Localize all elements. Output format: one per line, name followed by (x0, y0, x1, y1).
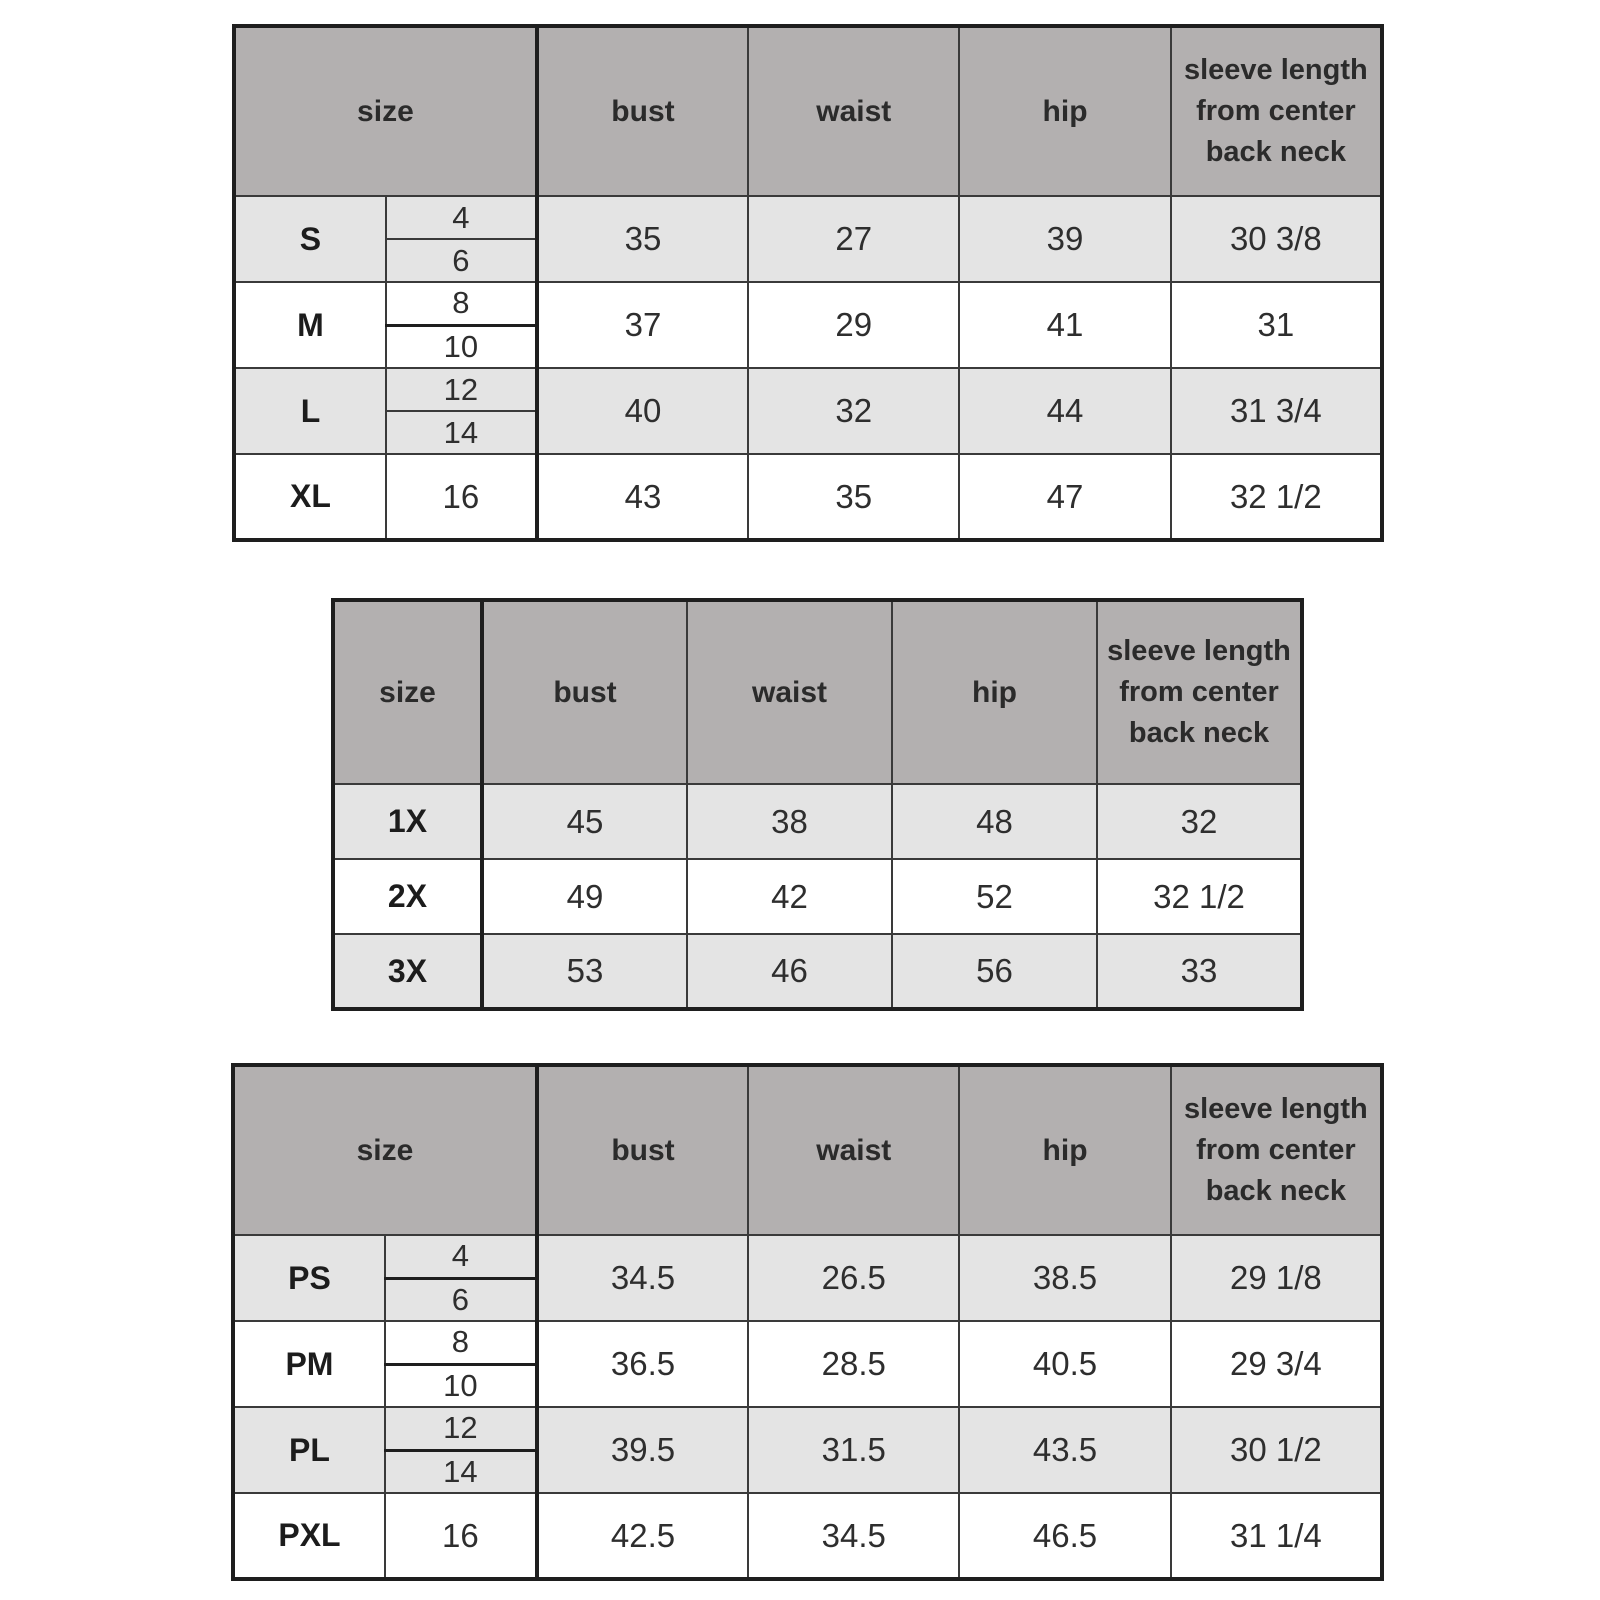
sleeve-value: 31 (1171, 282, 1382, 368)
waist-value: 26.5 (748, 1235, 959, 1321)
header-size: size (233, 1065, 537, 1235)
size-label: 2X (333, 859, 482, 934)
bust-value: 37 (537, 282, 748, 368)
sleeve-value: 30 3/8 (1171, 196, 1382, 282)
table-row (333, 859, 1302, 934)
size-label: PM (233, 1321, 385, 1407)
hip-value: 48 (892, 784, 1097, 859)
header-waist: waist (687, 600, 892, 784)
hip-value: 46.5 (959, 1493, 1170, 1579)
table-row (233, 1235, 1382, 1278)
sleeve-value: 31 1/4 (1171, 1493, 1382, 1579)
waist-value: 28.5 (748, 1321, 959, 1407)
bust-value: 49 (482, 859, 687, 934)
numeric-size: 16 (385, 1493, 537, 1579)
bust-value: 53 (482, 934, 687, 1009)
size-label: 1X (333, 784, 482, 859)
header-hip: hip (892, 600, 1097, 784)
waist-value: 32 (748, 368, 959, 454)
bust-value: 40 (537, 368, 748, 454)
header-sleeve: sleeve length from center back neck (1171, 1065, 1382, 1235)
numeric-size: 6 (386, 239, 537, 282)
header-bust: bust (537, 1065, 748, 1235)
hip-value: 56 (892, 934, 1097, 1009)
numeric-size: 8 (385, 1321, 537, 1364)
numeric-size: 16 (386, 454, 537, 540)
sleeve-value: 30 1/2 (1171, 1407, 1382, 1493)
numeric-size: 12 (385, 1407, 537, 1450)
sleeve-value: 29 3/4 (1171, 1321, 1382, 1407)
table-row (333, 934, 1302, 1009)
size-label: PXL (233, 1493, 385, 1579)
hip-value: 40.5 (959, 1321, 1170, 1407)
hip-value: 47 (959, 454, 1170, 540)
numeric-size: 12 (386, 368, 537, 411)
sleeve-value: 32 (1097, 784, 1302, 859)
header-size: size (234, 26, 537, 196)
size-label: M (234, 282, 386, 368)
numeric-size: 4 (385, 1235, 537, 1278)
bust-value: 43 (537, 454, 748, 540)
sleeve-value: 32 1/2 (1097, 859, 1302, 934)
hip-value: 38.5 (959, 1235, 1170, 1321)
plus-size-chart (331, 598, 1304, 1011)
bust-value: 34.5 (537, 1235, 748, 1321)
petite-size-chart (231, 1063, 1384, 1581)
numeric-size: 6 (385, 1278, 537, 1321)
waist-value: 31.5 (748, 1407, 959, 1493)
waist-value: 35 (748, 454, 959, 540)
header-hip: hip (959, 1065, 1170, 1235)
table-row (234, 368, 1382, 411)
bust-value: 42.5 (537, 1493, 748, 1579)
hip-value: 39 (959, 196, 1170, 282)
header-sleeve: sleeve length from center back neck (1171, 26, 1382, 196)
numeric-size: 4 (386, 196, 537, 239)
sleeve-value: 29 1/8 (1171, 1235, 1382, 1321)
waist-value: 42 (687, 859, 892, 934)
waist-value: 27 (748, 196, 959, 282)
bust-value: 36.5 (537, 1321, 748, 1407)
header-bust: bust (537, 26, 748, 196)
numeric-size: 10 (385, 1364, 537, 1407)
size-label: S (234, 196, 386, 282)
sleeve-value: 31 3/4 (1171, 368, 1382, 454)
bust-value: 39.5 (537, 1407, 748, 1493)
hip-value: 43.5 (959, 1407, 1170, 1493)
numeric-size: 14 (386, 411, 537, 454)
bust-value: 35 (537, 196, 748, 282)
header-bust: bust (482, 600, 687, 784)
numeric-size: 8 (386, 282, 537, 325)
hip-value: 44 (959, 368, 1170, 454)
size-label: L (234, 368, 386, 454)
sleeve-value: 32 1/2 (1171, 454, 1382, 540)
sleeve-value: 33 (1097, 934, 1302, 1009)
hip-value: 52 (892, 859, 1097, 934)
header-waist: waist (748, 1065, 959, 1235)
waist-value: 29 (748, 282, 959, 368)
header-waist: waist (748, 26, 959, 196)
table-row (233, 1321, 1382, 1364)
waist-value: 38 (687, 784, 892, 859)
size-label: PS (233, 1235, 385, 1321)
header-size: size (333, 600, 482, 784)
numeric-size: 14 (385, 1450, 537, 1493)
table-row (333, 784, 1302, 859)
size-label: 3X (333, 934, 482, 1009)
table-row (233, 1407, 1382, 1450)
header-sleeve: sleeve length from center back neck (1097, 600, 1302, 784)
size-label: PL (233, 1407, 385, 1493)
header-hip: hip (959, 26, 1170, 196)
numeric-size: 10 (386, 325, 537, 368)
regular-size-chart (232, 24, 1384, 542)
waist-value: 34.5 (748, 1493, 959, 1579)
size-label: XL (234, 454, 386, 540)
bust-value: 45 (482, 784, 687, 859)
table-row (234, 196, 1382, 239)
hip-value: 41 (959, 282, 1170, 368)
table-row (234, 454, 1382, 540)
waist-value: 46 (687, 934, 892, 1009)
table-row (233, 1493, 1382, 1579)
table-row (234, 282, 1382, 325)
